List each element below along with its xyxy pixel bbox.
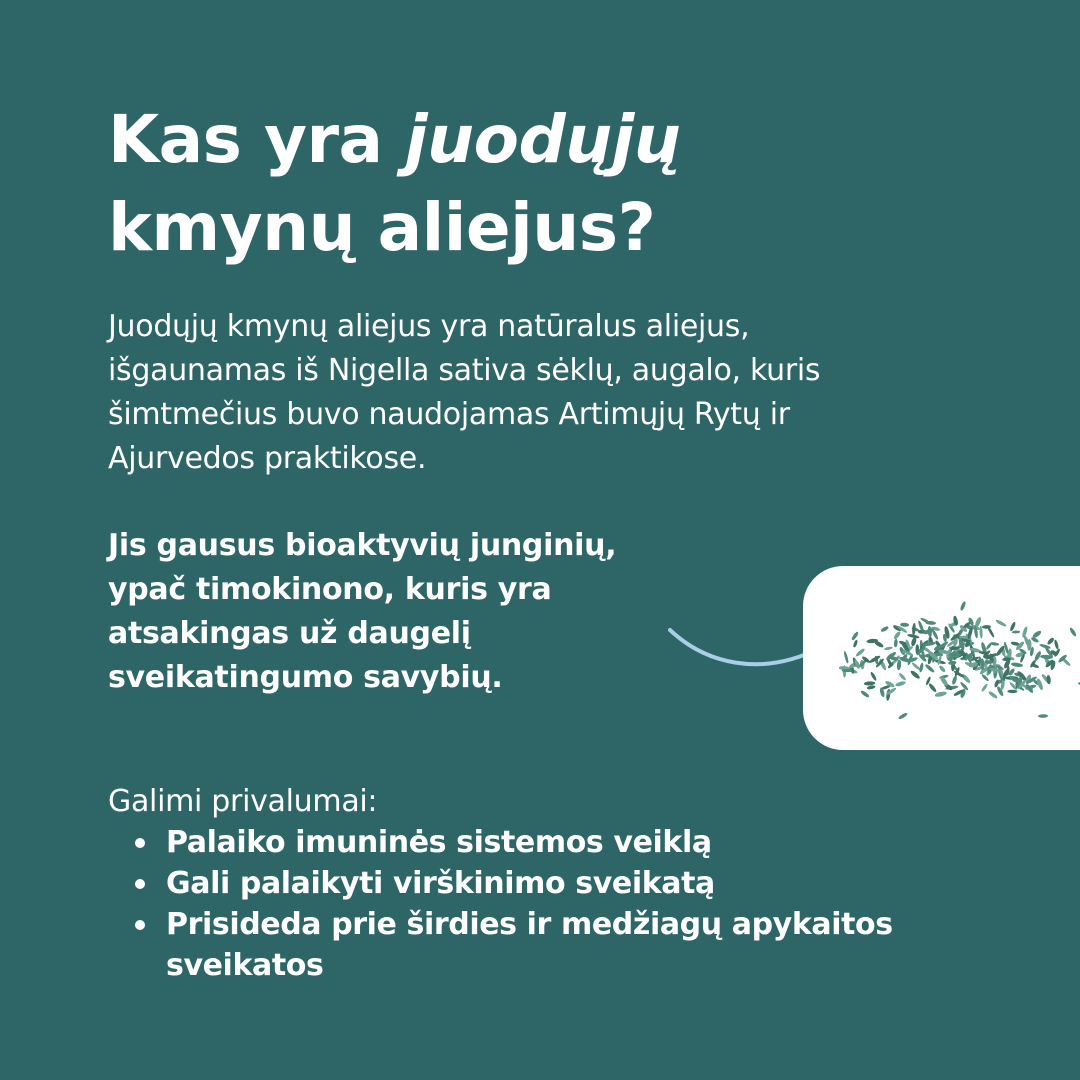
- benefits-label: Galimi privalumai:: [108, 784, 378, 819]
- highlight-line: atsakingas už daugelį: [108, 616, 471, 651]
- benefits-list: [135, 822, 965, 986]
- seed: [880, 625, 889, 632]
- seed: [987, 626, 996, 638]
- highlight-paragraph: [108, 524, 748, 700]
- seed: [1053, 639, 1059, 649]
- seed: [900, 622, 909, 627]
- bullet-icon: [135, 920, 145, 930]
- highlight-line: sveikatingumo savybių.: [108, 660, 503, 695]
- title-italic: juodųjų: [405, 101, 681, 178]
- seed: [843, 651, 849, 664]
- intro-paragraph: [108, 305, 1008, 481]
- seed: [981, 659, 985, 671]
- highlight-line: Jis gausus bioaktyvių junginių,: [108, 528, 617, 563]
- seed: [884, 646, 893, 650]
- list-item: [135, 863, 965, 904]
- benefit-text: Gali palaikyti virškinimo sveikatą: [166, 866, 715, 901]
- seed: [951, 675, 958, 685]
- list-item: [135, 822, 965, 863]
- highlight-line: ypač timokinono, kuris yra: [108, 572, 552, 607]
- seed: [959, 601, 966, 612]
- title-line-1: [108, 96, 680, 184]
- seed: [928, 683, 938, 694]
- seed: [1009, 621, 1016, 632]
- seed: [894, 639, 898, 648]
- seed: [924, 663, 935, 673]
- seed: [1007, 690, 1017, 694]
- seed: [860, 690, 870, 699]
- seed: [912, 623, 916, 636]
- seed: [898, 672, 907, 681]
- seed: [934, 691, 947, 698]
- intro-line: šimtmečius buvo naudojamas Artimųjų Rytų ir: [108, 397, 790, 432]
- seed: [1069, 627, 1077, 637]
- seed: [995, 619, 1007, 628]
- seed: [1046, 675, 1051, 685]
- intro-line: Juodųjų kmynų aliejus yra natūralus aliejus,: [108, 309, 750, 344]
- title-line-2: kmynų aliejus?: [108, 189, 656, 266]
- seed: [898, 712, 908, 720]
- seed: [855, 647, 866, 657]
- seed: [851, 631, 860, 641]
- black-cumin-seeds-image: [803, 566, 1080, 750]
- seed: [1011, 662, 1024, 668]
- seed: [1038, 714, 1048, 718]
- seed: [910, 670, 921, 680]
- seed: [852, 639, 858, 648]
- seed: [895, 680, 906, 687]
- benefit-text: Prisideda prie širdies ir medžiagų apykaitos sveikatos: [166, 907, 893, 983]
- seed: [988, 690, 999, 699]
- bullet-icon: [135, 879, 145, 889]
- intro-line: išgaunamas iš Nigella sativa sėklų, augalo, kuris: [108, 353, 821, 388]
- seed: [981, 683, 989, 692]
- seed: [864, 681, 876, 686]
- benefit-text: Palaiko imuninės sistemos veiklą: [166, 825, 712, 860]
- seed: [919, 662, 925, 672]
- seed-image-card: [803, 566, 1080, 750]
- seed: [948, 661, 957, 666]
- seed: [893, 631, 902, 641]
- intro-line: Ajurvedos praktikose.: [108, 441, 427, 476]
- seed: [870, 671, 878, 681]
- seed: [1012, 630, 1021, 633]
- seed: [1046, 637, 1055, 646]
- seed: [938, 665, 946, 674]
- list-item: [135, 904, 965, 986]
- seed: [896, 659, 901, 670]
- seed: [990, 642, 1000, 647]
- title-plain: Kas yra: [108, 101, 406, 178]
- bullet-icon: [135, 838, 145, 848]
- seed: [867, 685, 876, 690]
- page-title: [108, 96, 680, 272]
